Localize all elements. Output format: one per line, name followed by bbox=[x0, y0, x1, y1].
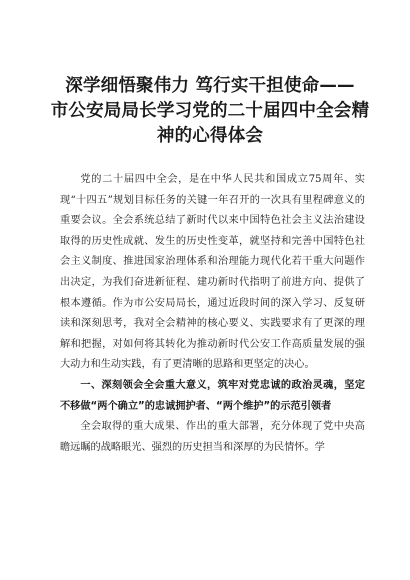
title-line-3: 神的心得体会 bbox=[156, 126, 264, 146]
document-title bbox=[50, 74, 370, 149]
title-line-2: 市公安局局长学习党的二十届四中全会精 bbox=[50, 101, 370, 121]
title-line-1: 深学细悟聚伟力 笃行实干担使命—— bbox=[65, 76, 355, 96]
document-body bbox=[60, 170, 365, 458]
intro-paragraph: 党的二十届四中全会，是在中华人民共和国成立75周年、实现“十四五”规划目标任务的关键一年召开的一次具有里程碑意义的重要会议。全会系统总结了新时代以来中国特色社会主义法治建设取得的历史性成就、发生的历史性变革，就坚持和完善中国特色社会主义制度、推进国家治理体系和治理能力现代化若干重大问题作出决定，为我们奋进新征程、建功新时代指明了前进方向、提供了根本遵循。作为市公安局局长，通过近段时间的深入学习、反复研读和深刻思考，我对全会精神的核心要义、实践要求有了更深的理解和把握，对如何将其转化为推动新时代公安工作高质量发展的强大动力和生动实践，有了更清晰的思路和更坚定的决心。 bbox=[60, 174, 365, 371]
section-paragraph: 全会取得的重大成果、作出的重大部署，充分体现了党中央高瞻远瞩的战略眼光、强烈的历史担当和深厚的为民情怀。学 bbox=[60, 421, 365, 453]
section-heading: 一、深刻领会全会重大意义，筑牢对党忠诚的政治灵魂，坚定不移做“两个确立”的忠诚拥护者、“两个维护”的示范引领者 bbox=[60, 379, 365, 412]
